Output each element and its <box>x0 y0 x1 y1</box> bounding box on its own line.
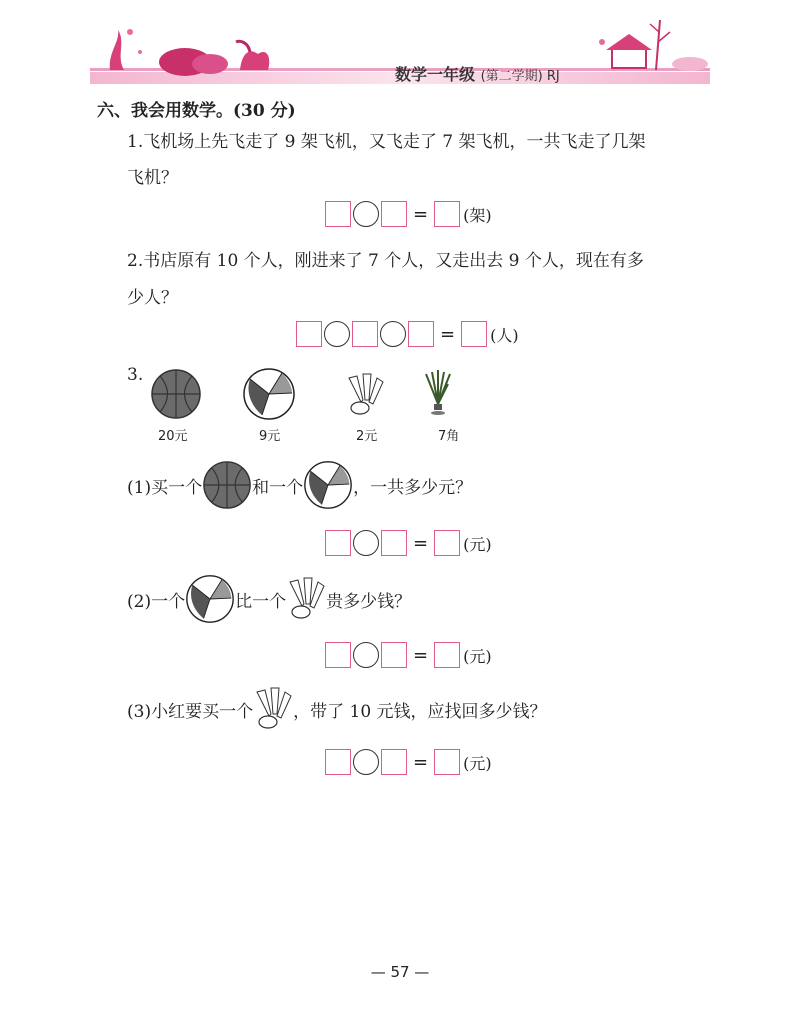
unit-label: (架) <box>463 205 492 225</box>
price-label: 20元 <box>158 429 188 444</box>
book-subtitle: (第二学期) RJ <box>480 69 560 84</box>
unit-label: (元) <box>463 534 492 554</box>
answer-box[interactable] <box>381 201 407 227</box>
answer-box[interactable] <box>434 201 460 227</box>
answer-box[interactable] <box>381 749 407 775</box>
sub1-middle: 和一个 <box>252 477 304 498</box>
equals-sign: = <box>413 532 429 554</box>
sub2-equation <box>325 640 492 670</box>
answer-box[interactable] <box>325 749 351 775</box>
q2-text-line2: 少人？ <box>127 288 178 308</box>
shuttlecock-icon <box>286 576 326 622</box>
answer-box[interactable] <box>381 642 407 668</box>
basketball-icon <box>202 460 252 510</box>
q1-text-line1: 1.飞机场上先飞走了 9 架飞机，又飞走了 7 架飞机，一共飞走了几架 <box>127 132 646 152</box>
answer-box[interactable] <box>434 749 460 775</box>
operator-circle[interactable] <box>353 642 379 668</box>
jianzi-icon <box>420 370 456 418</box>
sub3-suffix: ，带了 10 元钱，应找回多少钱？ <box>293 701 547 722</box>
q2-text-line1: 2.书店原有 10 个人，刚进来了 7 个人，又走出去 9 个人，现在有多 <box>127 251 644 271</box>
answer-box[interactable] <box>381 530 407 556</box>
equals-sign: = <box>413 644 429 666</box>
sub1-prefix: (1)买一个 <box>127 477 203 498</box>
shuttlecock-icon <box>345 372 385 418</box>
answer-box[interactable] <box>434 530 460 556</box>
shuttlecock-icon <box>253 686 293 732</box>
equals-sign: = <box>413 203 429 225</box>
operator-circle[interactable] <box>353 201 379 227</box>
answer-box[interactable] <box>325 642 351 668</box>
equals-sign: = <box>440 323 456 345</box>
q3-sub2 <box>127 572 411 626</box>
sub2-suffix: 贵多少钱？ <box>326 591 412 612</box>
page-header <box>90 12 710 90</box>
beach-ball-icon <box>303 460 353 510</box>
sub3-prefix: (3)小红要买一个 <box>127 701 254 722</box>
price-label: 9元 <box>259 429 281 444</box>
beach-ball-icon <box>242 367 296 421</box>
q1-equation <box>325 199 492 229</box>
q1-text-line2: 飞机？ <box>127 168 178 188</box>
basketball-icon <box>150 368 202 420</box>
operator-circle[interactable] <box>324 321 350 347</box>
answer-box[interactable] <box>325 201 351 227</box>
book-title: 数学一年级 <box>395 65 476 84</box>
operator-circle[interactable] <box>353 749 379 775</box>
unit-label: (人) <box>490 325 519 345</box>
answer-box[interactable] <box>296 321 322 347</box>
unit-label: (元) <box>463 646 492 666</box>
answer-box[interactable] <box>434 642 460 668</box>
q3-number: 3. <box>127 365 144 385</box>
beach-ball-icon <box>185 574 235 624</box>
q2-equation <box>296 319 519 349</box>
sub1-suffix: ，一共多少元？ <box>353 477 473 498</box>
unit-label: (元) <box>463 753 492 773</box>
section-title: 六、我会用数学。(30 分) <box>97 101 296 121</box>
sub2-prefix: (2)一个 <box>127 591 186 612</box>
price-label: 7角 <box>438 429 460 444</box>
answer-box[interactable] <box>325 530 351 556</box>
answer-box[interactable] <box>408 321 434 347</box>
sub1-equation <box>325 528 492 558</box>
q3-sub3 <box>127 684 547 734</box>
page-number: — 57 — <box>370 963 430 981</box>
header-title <box>395 62 560 85</box>
q3-sub1 <box>127 458 472 512</box>
operator-circle[interactable] <box>380 321 406 347</box>
operator-circle[interactable] <box>353 530 379 556</box>
answer-box[interactable] <box>461 321 487 347</box>
answer-box[interactable] <box>352 321 378 347</box>
sub3-equation <box>325 747 492 777</box>
equals-sign: = <box>413 751 429 773</box>
price-label: 2元 <box>356 429 378 444</box>
sub2-middle: 比一个 <box>235 591 287 612</box>
